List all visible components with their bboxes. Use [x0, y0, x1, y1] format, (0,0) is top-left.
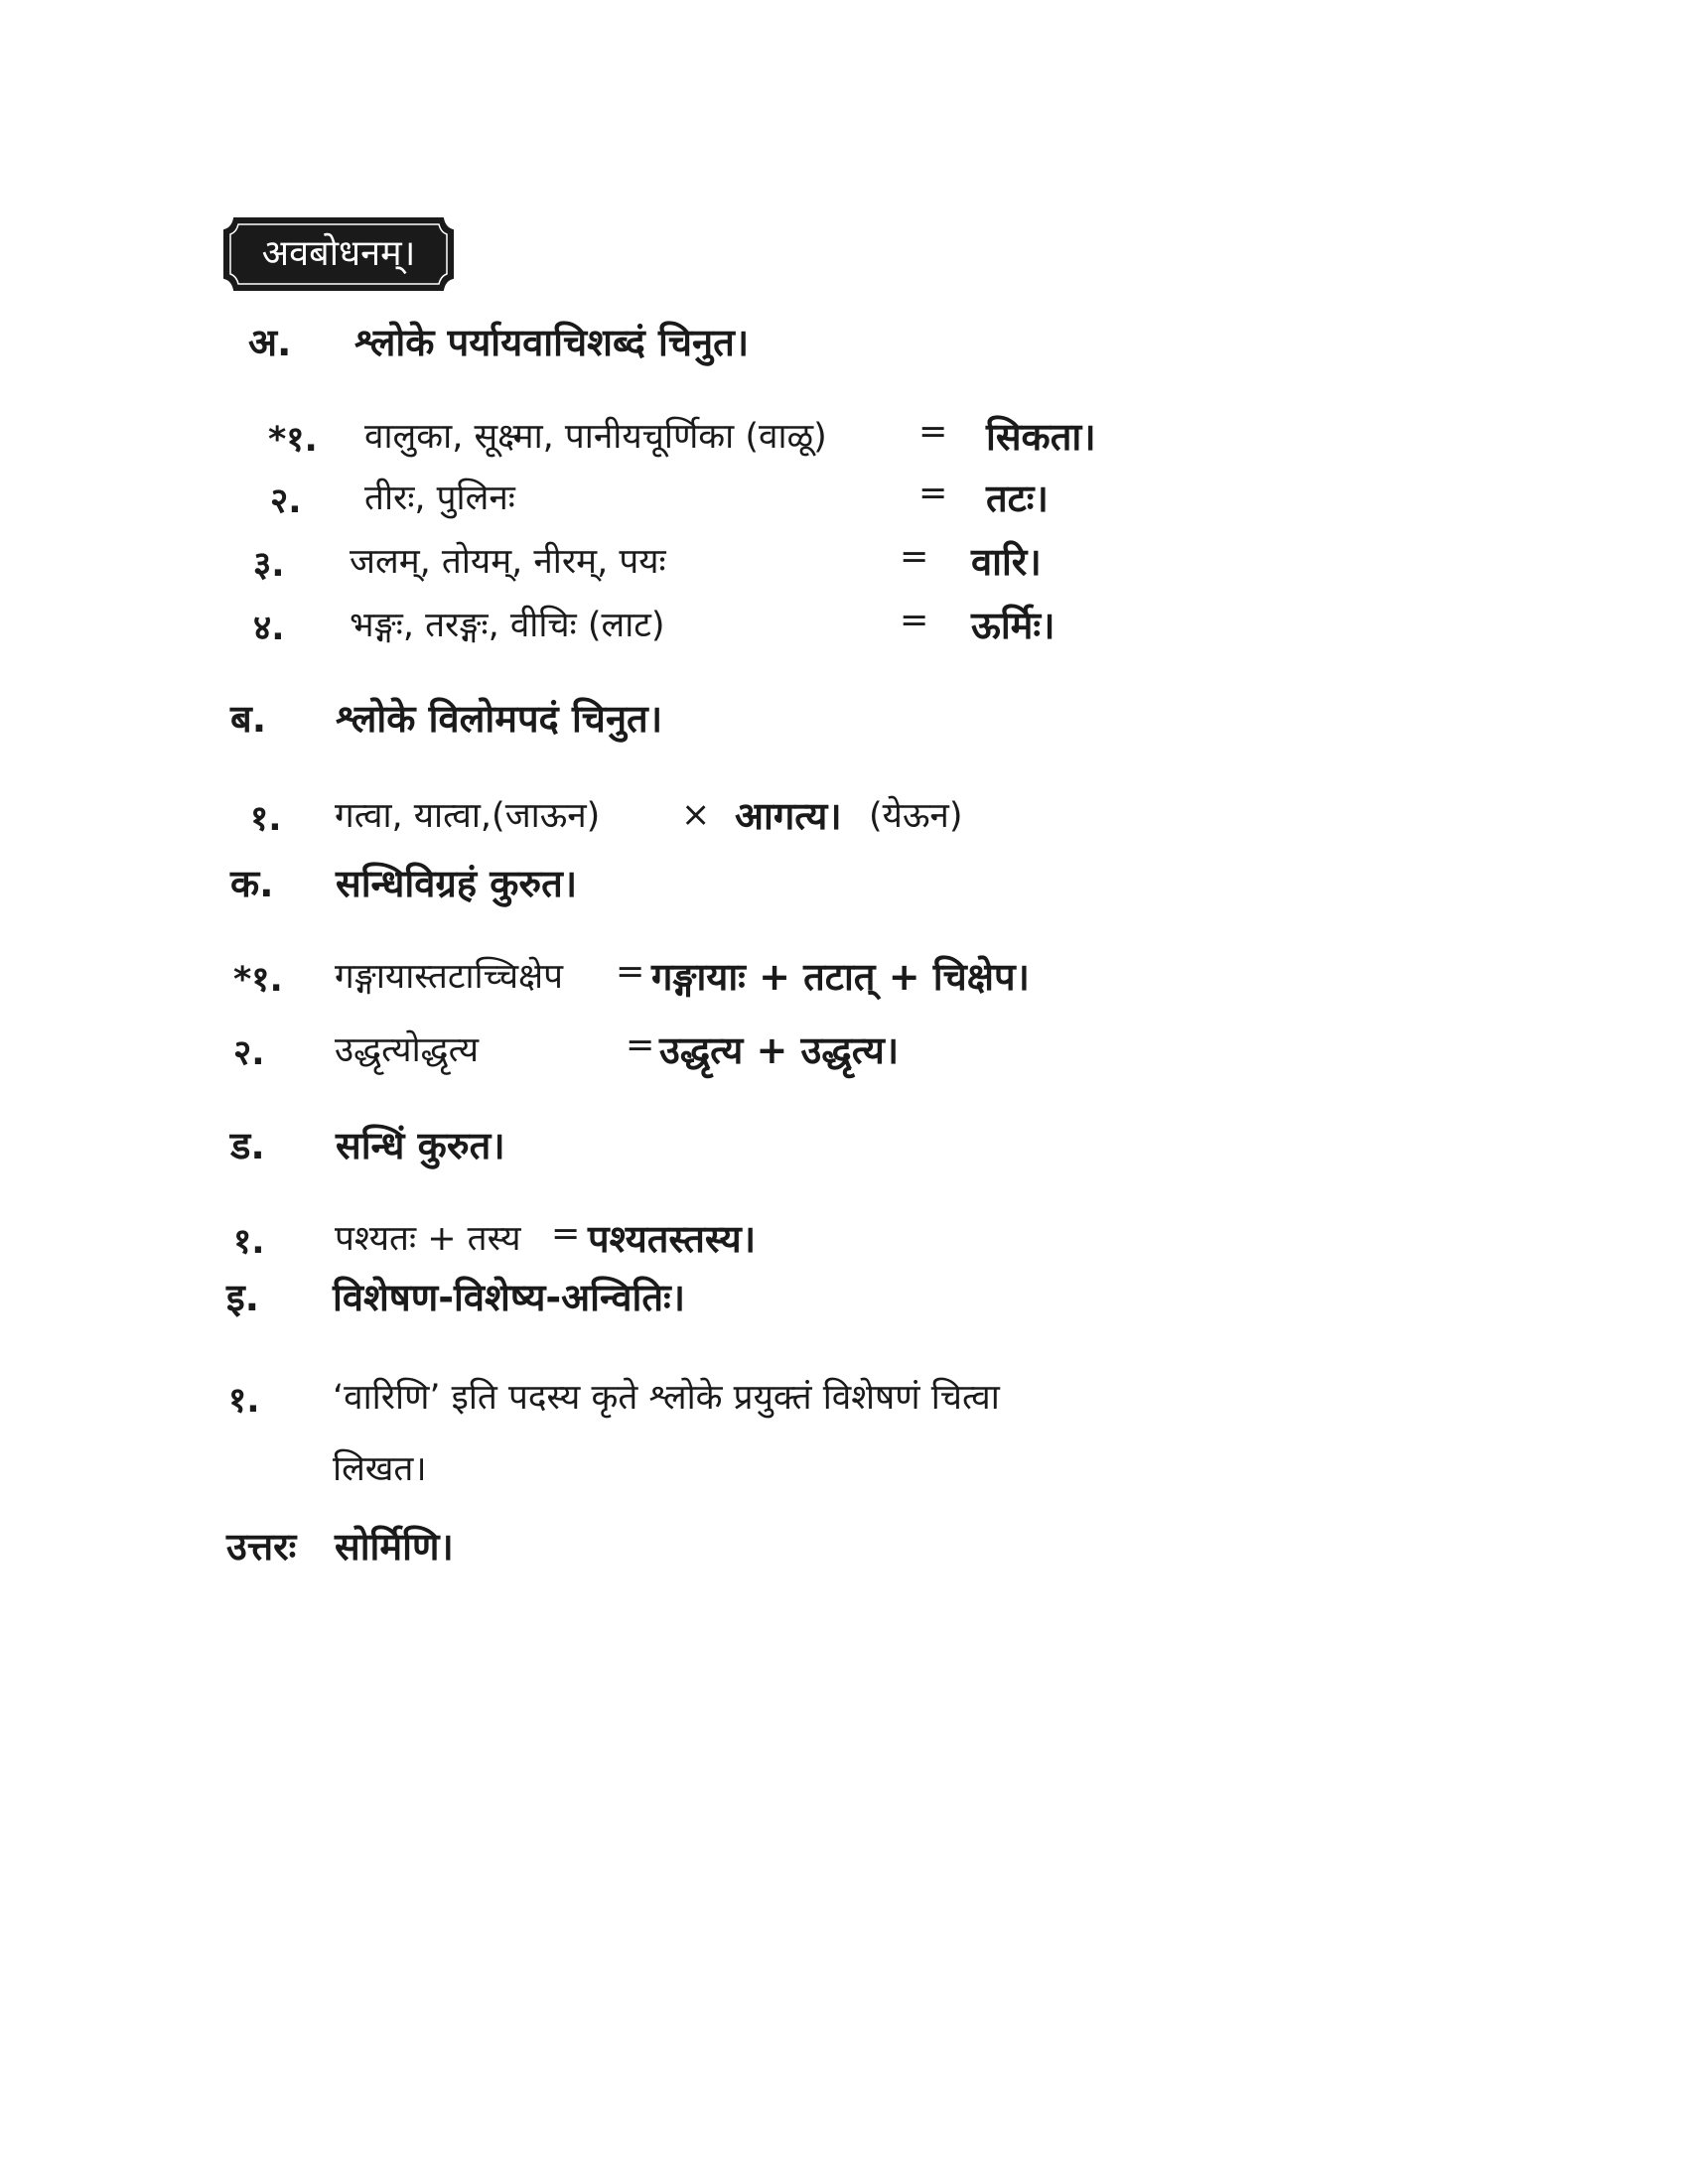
- section-a-item-3-words: जलम्, तोयम्, नीरम्, पयः: [350, 542, 666, 582]
- section-c-title: सन्धिविग्रहं कुरुत।: [336, 862, 578, 905]
- section-b-item-1-cross: ×: [681, 795, 711, 835]
- answer-value: सोर्मिणि।: [335, 1525, 454, 1569]
- section-a-label: अ.: [248, 321, 292, 364]
- section-c-item-2-answer: उद्धृत्य + उद्धृत्य।: [659, 1028, 900, 1072]
- section-a-item-1-answer: सिकता।: [986, 415, 1096, 459]
- section-d-item-1-word: पश्यतः + तस्य: [335, 1219, 521, 1259]
- section-a-item-2-equals: =: [918, 474, 948, 513]
- section-d-item-1-equals: =: [551, 1214, 581, 1254]
- section-a-item-3-equals: =: [900, 537, 929, 577]
- section-a-item-1-equals: =: [918, 412, 948, 452]
- section-c-item-2-word: उद्धृत्योद्धृत्य: [335, 1030, 480, 1070]
- section-b-item-1-note: (येऊन): [869, 796, 963, 836]
- answer-label: उत्तरः: [226, 1525, 297, 1569]
- section-e-item-1-question-line-2: लिखत।: [333, 1449, 427, 1489]
- section-c-item-2-equals: =: [626, 1025, 655, 1065]
- section-a-item-4-answer: ऊर्मिः।: [971, 604, 1055, 647]
- section-d-title: सन्धिं कुरुत।: [336, 1124, 505, 1167]
- page-heading: अवबोधनम्।: [261, 233, 416, 274]
- section-b-title: श्लोके विलोमपदं चिनुत।: [336, 697, 663, 741]
- section-a-item-4-num: ४.: [253, 609, 285, 648]
- section-a-item-1-num: *१.: [268, 420, 318, 460]
- section-b-item-1-num: १.: [250, 799, 282, 839]
- section-a-item-4-words: भङ्गः, तरङ्गः, वीचिः (लाट): [350, 606, 665, 645]
- section-b-label: ब.: [230, 697, 267, 741]
- section-d-item-1-num: १.: [233, 1222, 265, 1262]
- section-a-item-2-num: २.: [270, 481, 302, 521]
- section-e-item-1-num: १.: [228, 1381, 260, 1421]
- section-a-item-4-equals: =: [900, 601, 929, 640]
- section-c-item-1-equals: =: [616, 952, 645, 992]
- section-a-item-1-words: वालुका, सूक्ष्मा, पानीयचूर्णिका (वाळू): [364, 417, 827, 457]
- section-a-item-2-words: तीरः, पुलिनः: [364, 478, 515, 518]
- section-c-label: क.: [230, 862, 274, 905]
- section-d-item-1-answer: पश्यतस्तस्य।: [588, 1217, 757, 1261]
- section-a-item-3-answer: वारि।: [971, 540, 1042, 584]
- section-e-label: इ.: [226, 1276, 260, 1319]
- section-e-item-1-question-line-1: ‘वारिणि’ इति पदस्य कृते श्लोके प्रयुक्तं विशेषणं चित्वा: [333, 1378, 1000, 1418]
- section-b-item-1-words: गत्वा, यात्वा,(जाऊन): [335, 796, 601, 836]
- section-b-item-1-answer: आगत्य।: [735, 794, 842, 838]
- section-c-item-1-answer: गङ्गायाः + तटात् + चिक्षेप।: [651, 955, 1030, 999]
- section-a-item-3-num: ३.: [253, 545, 285, 585]
- section-e-title: विशेषण-विशेष्य-अन्वितिः।: [333, 1276, 686, 1319]
- section-a-title: श्लोके पर्यायवाचिशब्दं चिनुत।: [354, 321, 750, 364]
- section-c-item-1-word: गङ्गायास्तटाच्चिक्षेप: [335, 957, 564, 997]
- section-d-label: ड.: [230, 1124, 265, 1167]
- section-a-item-2-answer: तटः।: [986, 477, 1049, 520]
- section-c-item-2-num: २.: [233, 1033, 265, 1073]
- section-c-item-1-num: *१.: [233, 960, 283, 1000]
- section-heading-badge: [220, 214, 457, 294]
